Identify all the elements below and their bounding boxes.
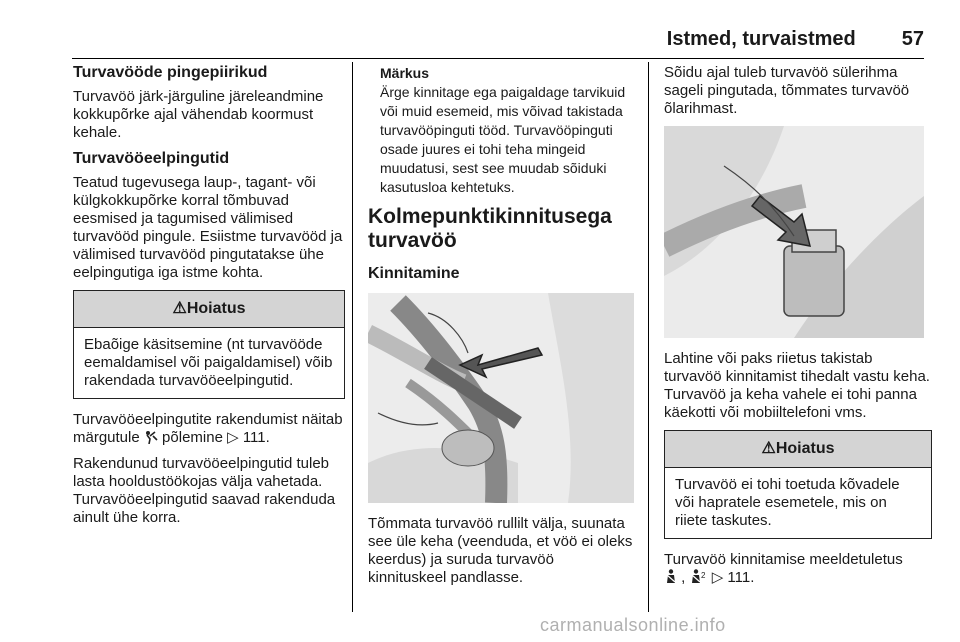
note-block: [368, 64, 634, 197]
note-title: Märkus: [380, 65, 430, 81]
warning-triangle-icon: ⚠: [172, 300, 187, 317]
belt-fastening-illustration: [368, 293, 634, 503]
reference-arrow-icon: ▷: [711, 569, 724, 586]
column-divider-1: [352, 62, 353, 612]
note-text: Ärge kinnitage ega paigaldage tarvikuid või muid esemeid, mis võivad takistada turvavööpinguti tööd. Turvavööpinguti osade juures ei tohi teha mingeid muudatusi, sest see muudab sõiduki kasutusloa kehtetuks.: [380, 84, 626, 195]
rear-seatbelt-reminder-icon: [690, 569, 712, 586]
para-workshop: Rakendunud turvavööeelpingutid tuleb lasta hooldustöökojas välja vahetada. Turvavööeelpingutid saavad rakenduda ainult ühe korra.: [73, 455, 336, 526]
warning-header-right: [665, 431, 931, 468]
reference-arrow-icon: ▷: [227, 429, 239, 446]
left-column: [73, 64, 345, 535]
section-title: Istmed, turvaistmed: [666, 28, 856, 50]
heading-fastening: Kinnitamine: [368, 265, 460, 282]
para-pretensioners: Teatud tugevusega laup-, tagant- või külgkokkupõrke korral tõmbuvad eesmised ja tagumised välimised turvavööd pingule. Esiistme turvavööd ja välimised turvavööd pingutatakse ühe eelpingutiga iga istme kohta.: [73, 174, 343, 281]
heading-three-point-belt: Kolmepunktikinnitusega turvavöö: [368, 205, 612, 252]
page-number: 57: [901, 28, 924, 50]
fastening-caption: Tõmmata turvavöö rullilt välja, suunata see üle keha (veenduda, et vöö ei oleks keerdus) ja suruda turvavöö kinnituskeel pandlasse.: [368, 515, 633, 586]
buckle-illustration: [664, 126, 924, 338]
middle-column: [368, 64, 634, 595]
warning-header: [74, 291, 344, 328]
figure-buckle: [664, 126, 924, 338]
warning-box-pretensioners: [73, 290, 345, 399]
reminder-text: Turvavöö kinnitamise meeldetuletus: [664, 551, 903, 568]
para-indicator: [73, 411, 345, 447]
warning-text: Ebaõige käsitsemine (nt turvavööde eemaldamisel või paigaldamisel) võib rakendada turvavööeelpingutid.: [84, 336, 333, 389]
seatbelt-reminder-icon: [664, 569, 681, 586]
reminder-page-ref[interactable]: 111.: [727, 569, 755, 586]
warning-title-right: Hoiatus: [775, 440, 835, 457]
para-belt-limiters: Turvavöö järk-järguline järeleandmine kokkupõrke ajal vähendab koormust kehale.: [73, 88, 324, 141]
warning-box-belt-objects: [664, 430, 932, 539]
warning-triangle-icon: ⚠: [761, 440, 776, 457]
figure-fastening-belt: [368, 293, 634, 503]
indicator-text: Turvavööeelpingutite rakendumist näitab märgutule: [73, 411, 343, 446]
heading-belt-limiters: Turvavööde pingepiirikud: [73, 64, 268, 81]
heading-pretensioners: Turvavööeelpingutid: [73, 150, 230, 167]
warning-text-right: Turvavöö ei tohi toetuda kõvadele või hapratele esemetele, mis on riiete taskutes.: [675, 476, 900, 529]
airbag-indicator-icon: [144, 429, 162, 446]
header-rule: [72, 58, 924, 59]
warning-title: Hoiatus: [186, 300, 246, 317]
column-divider-2: [648, 62, 649, 612]
para-reminder: Turvavöö kinnitamise meeldetuletus , 2 ▷ 111.: [664, 551, 903, 586]
para-clothing: Lahtine või paks riietus takistab turvavöö kinnitamist tihedalt vastu keha. Turvavöö ja keha vahele ei tohi panna käekotti või mobiiltelefoni vms.: [664, 350, 930, 421]
indicator-suffix: põlemine: [162, 429, 223, 446]
watermark: carmanualsonline.info: [540, 615, 726, 635]
para-tighten: Sõidu ajal tuleb turvavöö sülerihma sageli pingutada, tõmmates turvavöö õlarihmast.: [664, 64, 910, 117]
page-header: [667, 28, 924, 51]
right-column: [664, 64, 932, 595]
svg-text:2: 2: [700, 571, 705, 580]
indicator-page-ref[interactable]: 111.: [242, 429, 270, 446]
